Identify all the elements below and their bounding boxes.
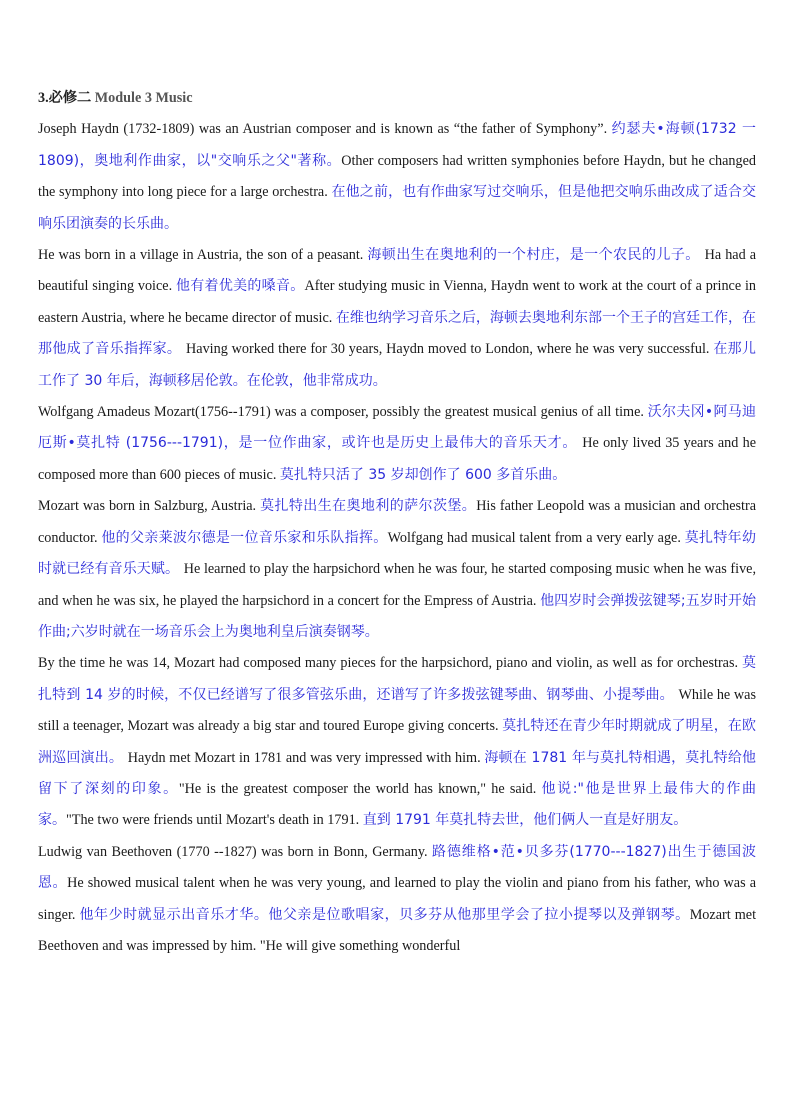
text-english: "He is the greatest composer the world has known," he said. [178,780,542,797]
text-english: He only lived 35 years and he composed more than 600 pieces of music. [38,435,756,483]
text-chinese: 海顿出生在奥地利的一个村庄，是一个农民的儿子。 [367,247,705,264]
text-english: "The two were friends until Mozart's death in 1791. [66,812,363,829]
paragraph-mozart-teen [38,648,756,836]
text-chinese: 他说:"他是世界上最伟大的作曲家。 [38,780,757,829]
section-number: 3. [38,90,49,106]
text-english: Ha had a beautiful singing voice. [38,247,756,295]
text-english: After studying music in Vienna, Haydn went to work at the court of a prince in eastern Austria, where he became director of music. [38,278,757,326]
text-english: Wolfgang had musical talent from a very early age. [387,529,685,546]
text-english: He was born in a village in Austria, the son of a peasant. [38,247,368,264]
document-body [38,83,756,962]
text-chinese: 沃尔夫冈•阿马迪厄斯•莫扎特 (1756---1791)，是一位作曲家，或许也是历史上最伟大的音乐天才。 [38,404,757,452]
text-english: Ludwig van Beethoven (1770 --1827) was born in Bonn, Germany. [38,843,433,860]
paragraph-mozart-intro [38,397,756,491]
text-english: Joseph Haydn (1732-1809) was an Austrian composer and is known as “the father of Symphony”. [38,121,612,138]
text-chinese: 在他之前，也有作曲家写过交响乐，但是他把交响乐曲改成了适合交响乐团演奏的长乐曲。 [38,184,757,232]
text-english: Mozart met Beethoven and was impressed by him. "He will give something wonderful [38,906,757,954]
text-english: Haydn met Mozart in 1781 and was very impressed with him. [127,749,485,766]
text-chinese: 约瑟夫•海顿(1732 一 1809)，奥地利作曲家，以"交响乐之父"著称。 [38,121,756,169]
text-chinese: 莫扎特只活了 35 岁却创作了 600 多首乐曲。 [279,466,567,483]
text-chinese: 莫扎特年幼时就已经有音乐天赋。 [38,529,756,578]
text-chinese: 在那儿工作了 30 年后，海顿移居伦敦。在伦敦，他非常成功。 [38,341,757,389]
text-chinese: 路德维格•范•贝多芬(1770---1827)出生于德国波恩。 [38,843,757,892]
text-english: By the time he was 14, Mozart had composed many pieces for the harpsichord, piano and violin, as well as for orchestras. [38,655,742,672]
text-english: Wolfgang Amadeus Mozart(1756--1791) was a composer, possibly the greatest musical genius of all time. [38,404,648,421]
section-title-english: Module 3 Music [91,90,193,106]
text-chinese: 他的父亲莱波尔德是一位音乐家和乐队指挥。 [101,529,388,546]
text-chinese: 海顿在 1781 年与莫扎特相遇，莫扎特给他留下了深刻的印象。 [38,749,757,797]
text-chinese: 他四岁时会弹拨弦键琴;五岁时开始作曲;六岁时就在一场音乐会上为奥地利皇后演奏钢琴。 [38,592,756,640]
paragraph-haydn-intro [38,114,756,240]
text-english: He learned to play the harpsichord when he was four, he started composing music when he was five, and when he was six, he played the harpsichord in a concert for the Empress of Austria. [38,561,757,609]
section-title-chinese: 必修二 [48,90,92,106]
text-chinese: 莫扎特还在青少年时期就成了明星，在欧洲巡回演出。 [38,718,756,766]
text-chinese: 在维也纳学习音乐之后，海顿去奥地利东部一个王子的宫廷工作，在那他成了音乐指挥家。 [38,309,757,358]
text-english: While he was still a teenager, Mozart was already a big star and toured Europe giving concerts. [38,686,756,735]
text-chinese: 他有着优美的嗓音。 [175,278,305,295]
paragraph-haydn-life [38,240,756,397]
paragraph-mozart-childhood [38,491,756,648]
text-chinese: 莫扎特到 14 岁的时候，不仅已经谱写了很多管弦乐曲，还谱写了许多拨弦键琴曲、钢琴曲、小提琴曲。 [38,655,756,703]
text-english: Having worked there for 30 years, Haydn moved to London, where he was very successful. [186,341,714,358]
text-english: Mozart was born in Salzburg, Austria. [38,498,261,515]
text-chinese: 直到 1791 年莫扎特去世，他们俩人一直是好朋友。 [362,812,688,829]
text-english: He showed musical talent when he was very young, and learned to play the violin and piano from his father, who was a singer. [38,875,757,923]
text-english: Other composers had written symphonies before Haydn, but he changed the symphony into long piece for a large orchestra. [38,152,757,201]
text-chinese: 他年少时就显示出音乐才华。他父亲是位歌唱家，贝多芬从他那里学会了拉小提琴以及弹钢琴。 [79,906,690,923]
text-english: His father Leopold was a musician and orchestra conductor. [38,498,756,546]
section-heading [38,83,756,114]
paragraph-beethoven [38,837,756,963]
text-chinese: 莫扎特出生在奥地利的萨尔茨堡。 [260,498,477,515]
